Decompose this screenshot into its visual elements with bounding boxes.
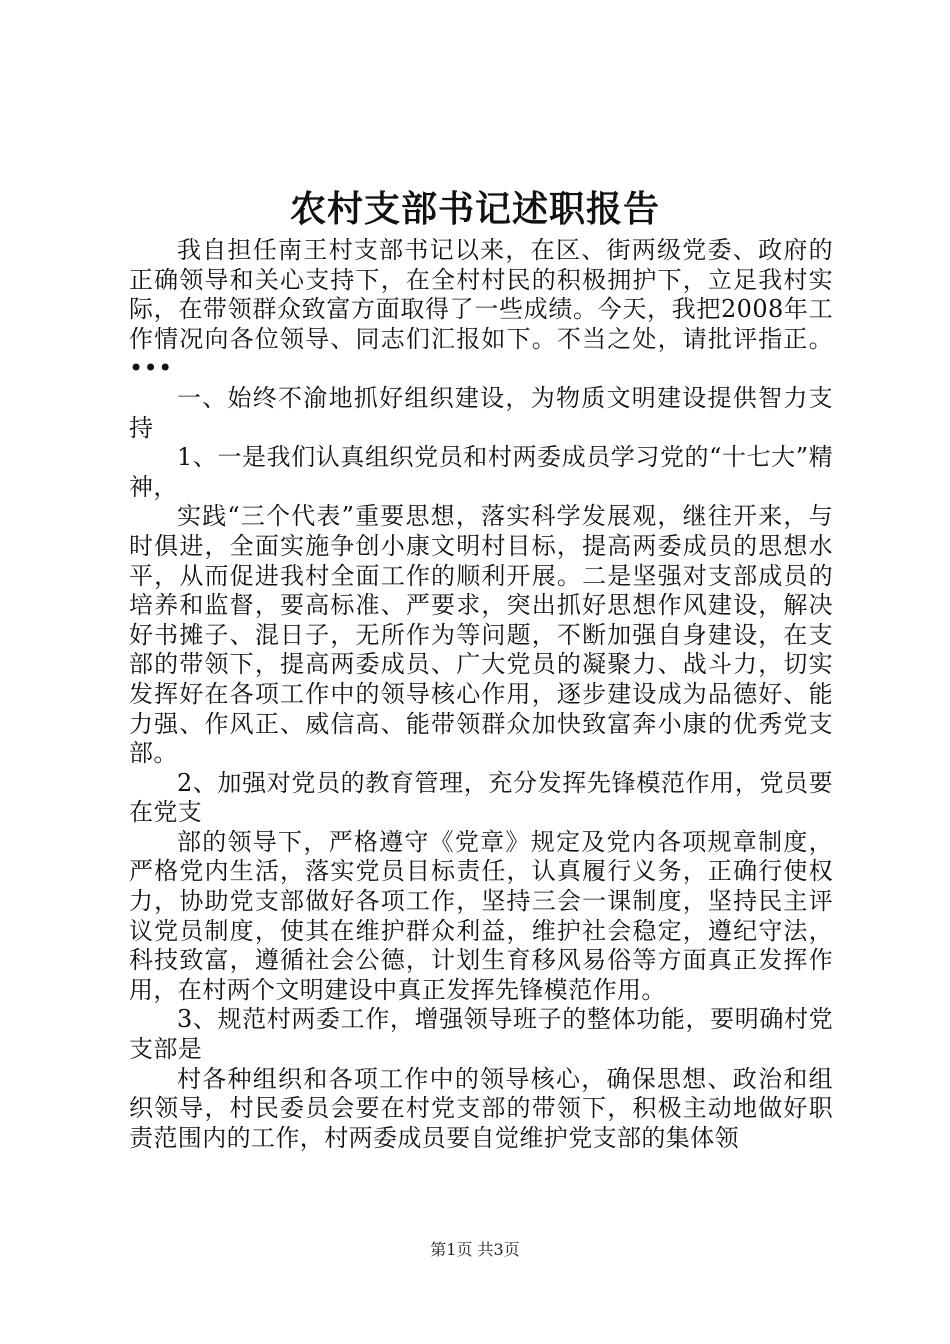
paragraph-item-2-body: 部的领导下，严格遵守《党章》规定及党内各项规章制度，严格党内生活，落实党员目标责任，认真履行义务，正确行使权力，协助党支部做好各项工作，坚持三会一课制度，坚持民主评议党员制度，使其在维护群众利益，维护社会稳定，遵纪守法，科技致富，遵循社会公德，计划生育移风易俗等方面真正发挥作用，在村两个文明建设中真正发挥先锋模范作用。	[129, 827, 833, 1004]
paragraph-item-3: 3、规范村两委工作，增强领导班子的整体功能，要明确村党支部是	[129, 1005, 833, 1064]
paragraph-item-3-body: 村各种组织和各项工作中的领导核心，确保思想、政治和组织领导，村民委员会要在村党支部的带领下，积极主动地做好职责范围内的工作，村两委成员要自觉维护党支部的集体领	[129, 1064, 833, 1152]
section-heading-1: 一、始终不渝地抓好组织建设，为物质文明建设提供智力支持	[129, 383, 833, 442]
paragraph-item-1-body: 实践“三个代表”重要思想，落实科学发展观，继往开来，与时俱进，全面实施争创小康文明村目标，提高两委成员的思想水平，从而促进我村全面工作的顺利开展。二是坚强对支部成员的培养和监督，要高标准、严要求，突出抓好思想作风建设，解决好书摊子、混日子，无所作为等问题，不断加强自身建设，在支部的带领下，提高两委成员、广大党员的凝聚力、战斗力，切实发挥好在各项工作中的领导核心作用，逐步建设成为品德好、能力强、作风正、威信高、能带领群众加快致富奔小康的优秀党支部。	[129, 502, 833, 768]
page-footer: 第1页 共3页	[430, 1240, 520, 1259]
paragraph-intro: 我自担任南王村支部书记以来，在区、街两级党委、政府的正确领导和关心支持下，在全村村民的积极拥护下，立足我村实际，在带领群众致富方面取得了一些成绩。今天，我把2008年工作情况向各位领导、同志们汇报如下。不当之处，请批评指正。•••	[129, 236, 833, 383]
document-title: 农村支部书记述职报告	[289, 188, 660, 230]
paragraph-item-1: 1、一是我们认真组织党员和村两委成员学习党的“十七大”精神，	[129, 443, 833, 501]
document-body	[129, 236, 833, 1153]
paragraph-item-2: 2、加强对党员的教育管理，充分发挥先锋模范作用，党员要在党支	[129, 768, 833, 827]
